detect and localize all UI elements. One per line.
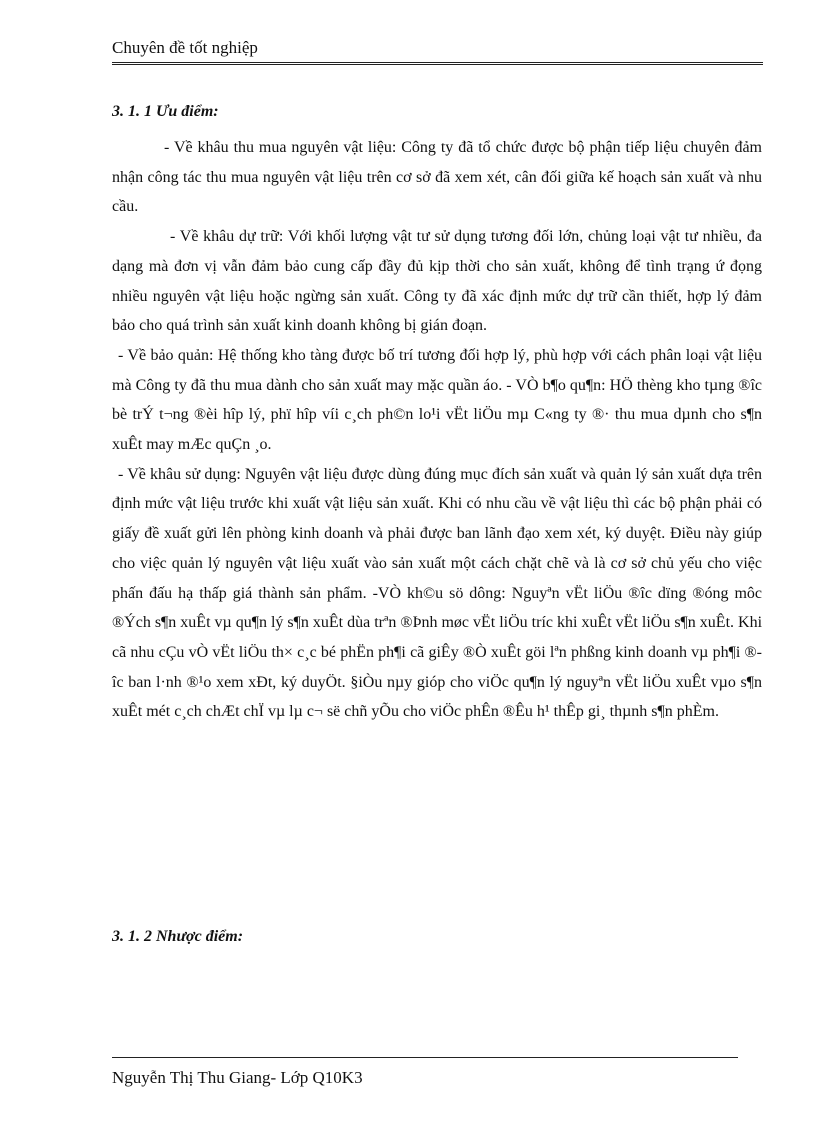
footer-author-class: Nguyễn Thị Thu Giang- Lớp Q10K3 — [112, 1068, 363, 1087]
page-header-title: Chuyên đề tốt nghiệp — [112, 38, 258, 57]
body-content — [112, 133, 762, 727]
section-heading-advantages: 3. 1. 1 Ưu điểm: — [112, 103, 219, 120]
paragraph-reserve: - Về khâu dự trữ: Với khối lượng vật tư sử dụng tương đối lớn, chủng loại vật tư nhiều, đa dạng mà đơn vị vẫn đảm bảo cung cấp đầy đủ kịp thời cho sản xuất, không để tình trạng ứ đọng nhiều nguyên vật liệu hoặc ngừng sản xuất. Công ty đã xác định mức dự trữ cần thiết, hợp lý đảm bảo cho quá trình sản xuất kinh doanh không bị gián đoạn. — [112, 228, 762, 335]
paragraph-storage: - Về bảo quản: Hệ thống kho tàng được bố trí tương đối hợp lý, phù hợp với cách phân loại vật liệu mà Công ty đã thu mua dành cho sản xuất may mặc quần áo. - VÒ b¶o qu¶n: HÖ thèng kho tµng ®îc bè trÝ t¬ng ®èi hîp lý, phï hîp víi c¸ch ph©n lo¹i vËt liÖu mµ C«ng ty ®· thu mua dµnh cho s¶n xuÊt may mÆc quÇn ¸o. — [112, 346, 762, 454]
paragraph-purchasing: - Về khâu thu mua nguyên vật liệu: Công ty đã tổ chức được bộ phận tiếp liệu chuyên đảm nhận công tác thu mua nguyên vật liệu trên cơ sở đã xem xét, cân đối giữa kế hoạch sản xuất và nhu cầu. — [112, 139, 762, 216]
section-heading-disadvantages: 3. 1. 2 Nhược điểm: — [112, 928, 244, 945]
paragraph-usage: - Về khâu sử dụng: Nguyên vật liệu được dùng đúng mục đích sản xuất và quản lý sản xuất dựa trên định mức vật liệu trước khi xuất vật liệu sản xuất. Khi có nhu cầu về vật liệu thì các bộ phận phải có giấy đề xuất gửi lên phòng kinh doanh và phải được ban lãnh đạo xem xét, ký duyệt. Điều này giúp cho việc quản lý nguyên vật liệu xuất vào sản xuất một cách chặt chẽ và là cơ sở chủ yếu cho việc phấn đấu hạ thấp giá thành sản phẩm. -VÒ kh©u sö dông: Nguyªn vËt liÖu ®îc dïng ®óng môc ®Ých s¶n xuÊt vµ qu¶n lý s¶n xuÊt dùa trªn ®Þnh møc vËt liÖu tríc khi xuÊt vËt liÖu s¶n xuÊt. Khi cã nhu cÇu vÒ vËt liÖu th× c¸c bé phËn ph¶i cã giÊy ®Ò xuÊt göi lªn phßng kinh doanh vµ ph¶i ®îc ban l·nh ®¹o xem xÐt, ký duyÖt. §iÒu nµy gióp cho viÖc qu¶n lý nguyªn vËt liÖu xuÊt vµo s¶n xuÊt mét c¸ch chÆt chÏ vµ lµ c¬ së chñ yÕu cho viÖc phÊn ®Êu h¹ thÊp gi¸ thµnh s¶n phÈm. — [112, 465, 763, 721]
header-divider — [112, 62, 763, 65]
footer-divider — [112, 1057, 738, 1058]
